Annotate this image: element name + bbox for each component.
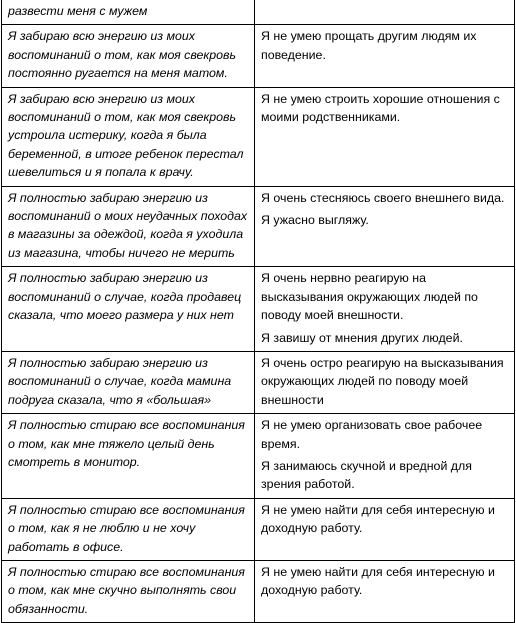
belief-cell xyxy=(255,0,515,25)
memory-cell: Я полностью забираю энергию из воспоминаний о случае, когда мамина подруга сказала, что я «большая» xyxy=(2,351,255,413)
belief-text: Я очень стесняюсь своего внешнего вида. xyxy=(261,190,505,205)
belief-text: Я очень остро реагирую на высказывания окружающих людей по поводу моей внешности xyxy=(261,355,504,407)
belief-text: Я не умею строить хорошие отношения с моими родственниками. xyxy=(261,91,500,125)
table-row xyxy=(2,186,515,267)
memory-cell: Я полностью забираю энергию из воспоминаний о случае, когда продавец сказала, что моего размера у них нет xyxy=(2,267,255,352)
table-row xyxy=(2,0,515,25)
belief-cell xyxy=(255,498,515,560)
belief-cell xyxy=(255,186,515,267)
affirmation-table xyxy=(1,0,515,623)
memory-cell: Я полностью забираю энергию из воспоминаний о моих неудачных походах в магазины за одеждой, когда я уходила из магазина, чтобы ничего не мерить xyxy=(2,186,255,267)
table-row xyxy=(2,87,515,186)
belief-text: Я не умею организовать свое рабочее время. xyxy=(261,418,483,451)
table-row xyxy=(2,414,515,499)
memory-cell: Я забираю всю энергию из моих воспоминаний о том, как моя свекровь постоянно ругается на меня матом. xyxy=(2,25,255,87)
belief-text: Я не умею найти для себя интересную и доходную работу. xyxy=(261,564,495,598)
memory-cell: Я полностью стираю все воспоминания о том, как мне скучно выполнять свои обязанности. xyxy=(2,560,255,622)
memory-cell: развести меня с мужем xyxy=(2,0,255,25)
belief-text: Я очень нервно реагирую на высказывания окружающих людей по поводу моей внешности. xyxy=(261,271,478,323)
belief-text: Я не умею прощать другим людям их поведение. xyxy=(261,29,477,62)
table-row xyxy=(2,267,515,352)
belief-cell xyxy=(255,414,515,499)
belief-cell xyxy=(255,351,515,413)
table-row xyxy=(2,498,515,560)
memory-cell: Я полностью стираю все воспоминания о том, как мне тяжело целый день смотреть в монитор. xyxy=(2,414,255,499)
belief-text: Я занимаюсь скучной и вредной для зрения работой. xyxy=(261,458,472,492)
belief-text: Я ужасно выгляжу. xyxy=(261,213,369,228)
belief-cell xyxy=(255,87,515,186)
memory-cell: Я забираю всю энергию из моих воспоминаний о том, как моя свекровь устроила истерику, когда я была беременной, в итоге ребенок перестал шевелиться и я попала к врачу. xyxy=(2,87,255,186)
belief-cell xyxy=(255,560,515,622)
table-row xyxy=(2,560,515,622)
memory-cell: Я полностью стираю все воспоминания о том, как я не люблю и не хочу работать в офисе. xyxy=(2,498,255,560)
belief-text: Я завишу от мнения других людей. xyxy=(261,330,463,345)
belief-cell xyxy=(255,25,515,87)
belief-text: Я не умею найти для себя интересную и доходную работу. xyxy=(261,502,495,536)
table-row xyxy=(2,351,515,413)
belief-cell xyxy=(255,267,515,352)
table-row xyxy=(2,25,515,87)
